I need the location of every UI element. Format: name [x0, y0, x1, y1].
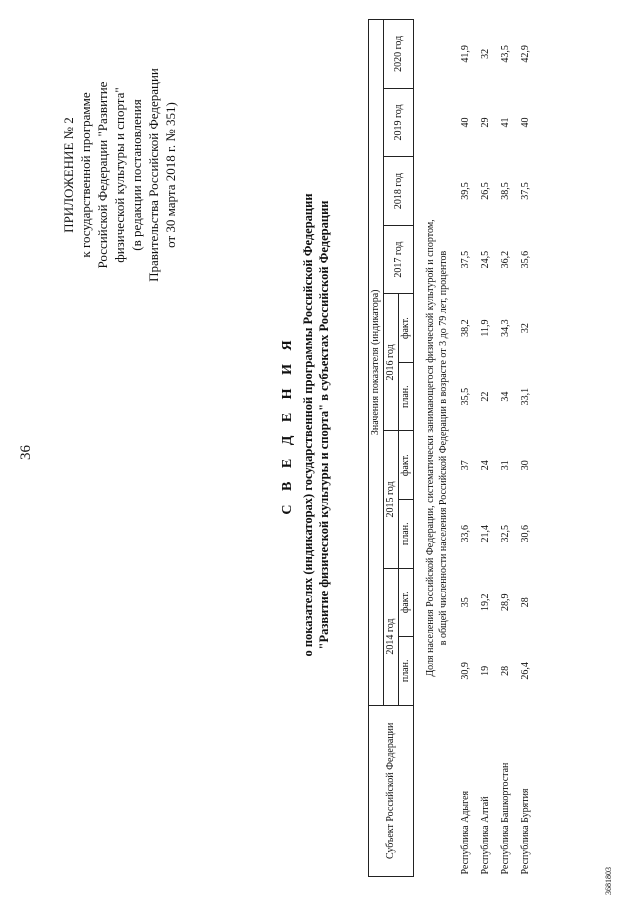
- appendix-line: от 30 марта 2018 г. № 351): [163, 102, 178, 248]
- row-subject: Республика Башкортостан: [500, 762, 511, 875]
- row-value: 39,5: [460, 182, 471, 200]
- appendix-line: ПРИЛОЖЕНИЕ № 2: [61, 117, 76, 233]
- row-value: 19,2: [480, 593, 491, 612]
- header-year-2018: 2018 год: [384, 157, 414, 226]
- row-value: 26,4: [520, 662, 531, 680]
- row-value: 40: [460, 117, 471, 128]
- header-subject: Субъект Российской Федерации: [369, 705, 414, 876]
- document-title: [280, 5, 332, 845]
- appendix-line: Правительства Российской Федерации: [146, 68, 161, 282]
- row-value: 32: [520, 323, 531, 334]
- row-value: 40: [520, 117, 531, 128]
- row-value: 24: [480, 460, 491, 471]
- section-caption: [414, 20, 457, 877]
- header-year-2017: 2017 год: [384, 225, 414, 294]
- appendix-line: (в редакции постановления: [129, 99, 144, 251]
- row-value: 33,6: [460, 525, 471, 543]
- page-number: 36: [18, 445, 34, 460]
- row-value: 41,9: [460, 45, 471, 63]
- row-value: 32: [480, 48, 491, 59]
- title-line: "Развитие физической культуры и спорта" в субъектах Российской Федерации: [317, 200, 331, 650]
- row-value: 35: [460, 597, 471, 608]
- row-value: 11,9: [480, 319, 491, 337]
- table-row: [456, 20, 476, 877]
- row-value: 28,9: [500, 593, 511, 612]
- row-subject: Республика Бурятия: [520, 788, 531, 875]
- row-value: 28: [520, 597, 531, 608]
- row-value: 22: [480, 391, 491, 402]
- row-subject: Республика Алтай: [480, 796, 491, 875]
- row-value: 33,1: [520, 387, 531, 406]
- appendix-line: к государственной программе: [78, 92, 93, 258]
- table-row: [496, 20, 516, 877]
- header-year-2015: 2015 год: [384, 431, 399, 568]
- document-code: 3681803: [604, 867, 613, 895]
- header-year-2014: 2014 год: [384, 568, 399, 705]
- header-values: Значения показателя (индикатора): [369, 20, 384, 706]
- section-caption-line: Доля населения Российской Федерации, систематически занимающегося физической культурой и спортом,: [425, 219, 436, 677]
- row-value: 31: [500, 460, 511, 471]
- row-value: 24,5: [480, 250, 491, 269]
- row-value: 35,5: [460, 387, 471, 406]
- row-value: 34,3: [500, 319, 511, 337]
- header-year-2020: 2020 год: [384, 20, 414, 89]
- row-value: 26,5: [480, 182, 491, 200]
- header-fact: факт.: [399, 431, 414, 500]
- row-value: 29: [480, 117, 491, 128]
- row-value: 30,6: [520, 525, 531, 543]
- appendix-header: [60, 20, 179, 330]
- row-value: 38,5: [500, 182, 511, 200]
- row-value: 38,2: [460, 319, 471, 337]
- header-fact: факт.: [399, 294, 414, 363]
- header-year-2019: 2019 год: [384, 88, 414, 157]
- row-value: 34: [500, 391, 511, 402]
- row-value: 30: [520, 460, 531, 471]
- header-year-2016: 2016 год: [384, 294, 399, 431]
- row-value: 37: [460, 460, 471, 471]
- header-plan: план.: [399, 637, 414, 706]
- indicators-table: [368, 19, 536, 877]
- row-subject: Республика Адыгея: [460, 790, 471, 875]
- row-value: 30,9: [460, 662, 471, 680]
- appendix-line: физической культуры и спорта": [112, 87, 127, 263]
- title-line: о показателях (индикаторах) государственной программы Российской Федерации: [301, 193, 315, 657]
- row-value: 32,5: [500, 525, 511, 543]
- table-row: [516, 20, 536, 877]
- row-value: 35,6: [520, 250, 531, 269]
- row-value: 37,5: [460, 250, 471, 269]
- header-plan: план.: [399, 499, 414, 568]
- header-fact: факт.: [399, 568, 414, 637]
- row-value: 19: [480, 665, 491, 676]
- row-value: 21,4: [480, 525, 491, 543]
- appendix-line: Российской Федерации "Развитие: [95, 81, 110, 269]
- row-value: 36,2: [500, 250, 511, 269]
- row-value: 41: [500, 117, 511, 128]
- header-plan: план.: [399, 362, 414, 431]
- section-row: [414, 20, 457, 877]
- row-value: 43,5: [500, 45, 511, 63]
- row-value: 42,9: [520, 45, 531, 63]
- section-caption-line: в общей численности населения Российской Федерации в возрасте от 3 до 79 лет, процентов: [438, 250, 449, 646]
- title-heading: С В Е Д Е Н И Я: [280, 335, 295, 515]
- table-body: [414, 20, 537, 877]
- row-value: 28: [500, 665, 511, 676]
- table-row: [476, 20, 496, 877]
- row-value: 37,5: [520, 182, 531, 200]
